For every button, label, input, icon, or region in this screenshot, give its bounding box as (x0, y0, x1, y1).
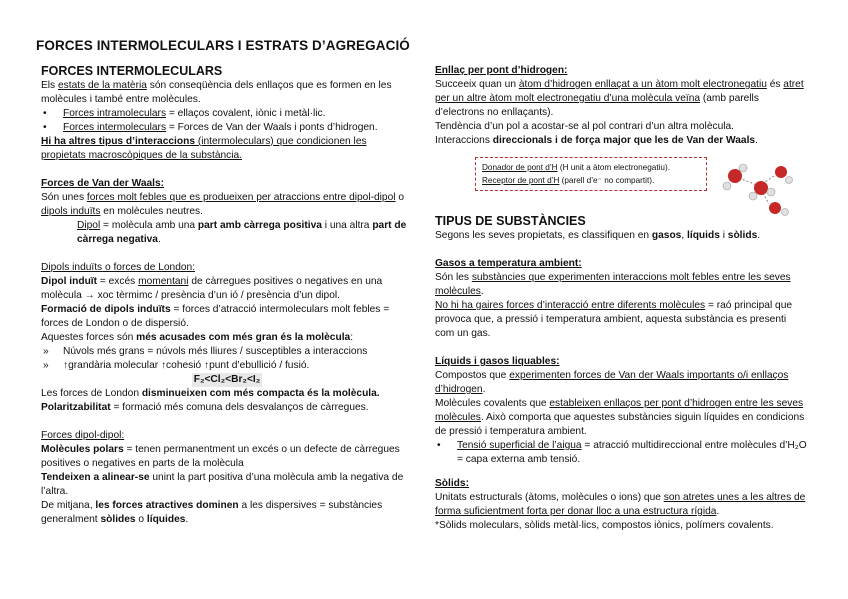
right-column-lower (435, 214, 807, 533)
vdw-heading: Forces de Van der Waals: (41, 178, 165, 189)
london-paragraph-2: Formació de dipols induïts = forces d’atracció intermoleculars molt febles = forces de London o de dispersió. (41, 304, 390, 329)
section-heading-forces: FORCES INTERMOLECULARS (41, 64, 223, 78)
intro-paragraph: Els estats de la matèria són conseqüència dels enllaços que es formen en les molècules i també entre molècules. (41, 80, 392, 105)
left-column (41, 64, 413, 527)
solids-paragraph-1: Unitats estructurals (àtoms, molècules o ions) que son atretes unes a les altres de forma suficientment forta per donar lloc a una estructura rígida. (435, 492, 806, 517)
types-paragraph: Hi ha altres tipus d’interaccions (intermoleculars) que condicionen les propietats macroscòpiques de la substància. (41, 136, 367, 161)
dipol-dipol-heading: Forces dipol-dipol: (41, 430, 125, 441)
london-bullet-2: » ↑grandària molecular ↑cohesió ↑punt d’ebullició / fusió. (43, 360, 310, 371)
dd-paragraph-1: Molècules polars = tenen permanentment un excés o un defecte de càrregues positives o negatives en parts de la molècula (41, 444, 400, 469)
types-intro: Segons les seves propietats, es classifiquen en gasos, líquids i sòlids. (435, 230, 761, 241)
hb-paragraph-1: Succeeix quan un àtom d’hidrogen enllaçat a un àtom molt electronegatiu és atret per un altre àtom molt electronegatiu d’una molècula veïna (amb parells d’electrons no enllaçants). (435, 79, 804, 118)
right-column (435, 64, 807, 148)
dipol-definition: Dipol = molècula amb una part amb càrrega positiva i una altra part de càrrega negativa. (77, 220, 407, 245)
london-paragraph-1: Dipol induït = excés momentani de càrregues positives o negatives en una molècula → xoc tèrmimc / presència d’un ió / presència d’un dipol. (41, 276, 383, 301)
hb-paragraph-3: Interaccions direccionals i de força major que les de Van der Waals. (435, 135, 758, 146)
halogen-formula: F₂<Cl₂<Br₂<I₂ (193, 374, 261, 385)
liquids-paragraph-2: Molècules covalents que estableixen enllaços per pont d’hidrogen entre les seves molècules. Això comporta que aquestes substàncies siguin líquides en condicions de pressió i temperatura ambient. (435, 398, 805, 437)
gas-paragraph-2: No hi ha gaires forces d’interacció entre diferents molècules = raó principal que provoca que, a pressió i temperatura ambient, aquesta substància es presenti com un gas. (435, 300, 793, 339)
polaritzabilitat-paragraph: Polaritzabilitat = formació més comuna dels desvalanços de càrregues. (41, 402, 369, 413)
solids-paragraph-2: *Sòlids moleculars, sòlids metàl·lics, compostos iònics, polímers covalents. (435, 520, 774, 531)
liquids-heading: Líquids i gasos liquables: (435, 356, 560, 367)
gas-paragraph-1: Són les substàncies que experimenten interaccions molt febles entre les seves molècules. (435, 272, 791, 297)
water-molecule-icon (717, 156, 801, 220)
london-bullet-1: » Núvols més grans = núvols més lliures / susceptibles a interaccions (43, 346, 368, 357)
bullet-intermolecular: • Forces intermoleculars = Forces de Van der Waals i ponts d’hidrogen. (43, 122, 378, 133)
dd-paragraph-2: Tendeixen a alinear-se unint la part positiva d’una molècula amb la negativa de l’altra. (41, 472, 404, 497)
hydrogen-bond-heading: Enllaç per pont d’hidrogen: (435, 65, 568, 76)
bullet-intramolecular: • Forces intramoleculars = ellaços covalent, iònic i metàl·lic. (43, 108, 326, 119)
london-heading: Dipols induïts o forces de London: (41, 262, 196, 273)
vdw-paragraph: Són unes forces molt febles que es produeixen per atraccions entre dipol-dipol o dipols induïts en molècules neutres. (41, 192, 405, 217)
liquids-paragraph-1: Compostos que experimenten forces de Van der Waals importants o/i enllaços d’hidrogen. (435, 370, 789, 395)
liquids-bullet: • Tensió superficial de l’aigua = atracció multidireccional entre molècules d’H₂O = capa externa amb tensió. (437, 440, 807, 465)
solids-heading: Sòlids: (435, 478, 469, 489)
box-receptor: Receptor de pont d’H (parell d’e⁻ no compartit). (482, 176, 655, 185)
section-heading-types: TIPUS DE SUBSTÀNCIES (435, 214, 586, 228)
hydrogen-bond-box (475, 157, 707, 191)
gas-heading: Gasos a temperatura ambient: (435, 258, 582, 269)
hb-paragraph-2: Tendència d’un pol a acostar-se al pol contrari d’un altra molècula. (435, 121, 735, 132)
dd-paragraph-3: De mitjana, les forces atractives dominen a les dispersives = substàncies generalment sòlides o líquides. (41, 500, 383, 525)
london-paragraph-3: Aquestes forces són més acusades com més gran és la molècula: (41, 332, 354, 343)
london-paragraph-4: Les forces de London disminueixen com més compacta és la molècula. (41, 388, 380, 399)
box-donor: Donador de pont d’H (H unit a àtom electronegatiu). (482, 163, 670, 172)
page-title: FORCES INTERMOLECULARS I ESTRATS D’AGREGACIÓ (36, 38, 410, 53)
